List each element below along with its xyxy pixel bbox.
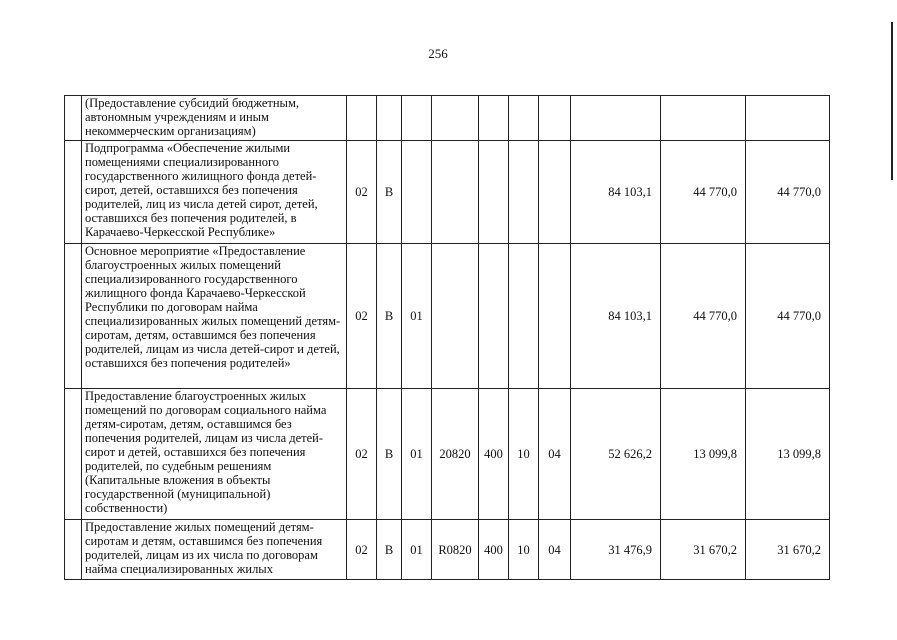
code-cell [479,244,509,389]
code-cell [432,244,479,389]
code-cell: В [377,244,402,389]
code-cell: 400 [479,389,509,520]
code-cell: 20820 [432,389,479,520]
code-cell [539,141,571,244]
code-cell: 02 [347,520,377,580]
code-cell [539,244,571,389]
code-cell: 400 [479,520,509,580]
row-description: Предоставление жилых помещений детям-сиротам и детям, оставшимся без попечения родителей, лицам из их числа по договорам найма специализированных жилых [82,520,347,580]
budget-table [64,95,830,580]
amount-cell: 31 476,9 [571,520,661,580]
code-cell: R0820 [432,520,479,580]
code-cell [377,96,402,141]
empty-cell [65,389,82,520]
code-cell: 01 [402,520,432,580]
amount-cell: 44 770,0 [746,141,830,244]
amount-cell: 44 770,0 [661,244,746,389]
code-cell: 04 [539,389,571,520]
row-description: Предоставление благоустроенных жилых помещений по договорам социального найма детям-сиротам, детям, оставшимся без попечения родителей, лицам из числа детей-сирот и детей, оставшихся без попечения родителей, по судебным решениям (Капитальные вложения в объекты государственной (муниципальной) собственности) [82,389,347,520]
margin-line [891,22,893,180]
code-cell [539,96,571,141]
amount-cell [661,96,746,141]
table-row [65,141,830,244]
row-description: Основное мероприятие «Предоставление благоустроенных жилых помещений специализированного государственного жилищного фонда Карачаево-Черкесской Республики по договорам найма специализированных жилых помещений детям-сиротам, детям, оставшимся без попечения родителей, лицам из числа детей-сирот и детей, оставшихся без попечения родителей» [82,244,347,389]
amount-cell: 84 103,1 [571,244,661,389]
code-cell: В [377,520,402,580]
code-cell [479,141,509,244]
amount-cell: 44 770,0 [746,244,830,389]
amount-cell: 13 099,8 [661,389,746,520]
code-cell [402,141,432,244]
code-cell: 01 [402,244,432,389]
table-row [65,244,830,389]
amount-cell: 31 670,2 [661,520,746,580]
code-cell: В [377,141,402,244]
code-cell [509,244,539,389]
code-cell [432,141,479,244]
amount-cell: 44 770,0 [661,141,746,244]
empty-cell [65,141,82,244]
row-description: (Предоставление субсидий бюджетным, автономным учреждениям и иным некоммерческим организациям) [82,96,347,141]
code-cell: 10 [509,520,539,580]
code-cell [347,96,377,141]
table-row [65,520,830,580]
code-cell: 10 [509,389,539,520]
code-cell [479,96,509,141]
row-description: Подпрограмма «Обеспечение жилыми помещениями специализированного государственного жилищного фонда детей-сирот, детей, оставшихся без попечения родителей, лиц из числа детей сирот, детей, оставшихся без попечения родителей, в Карачаево-Черкесской Республике» [82,141,347,244]
amount-cell [571,96,661,141]
empty-cell [65,244,82,389]
amount-cell: 31 670,2 [746,520,830,580]
code-cell [509,96,539,141]
table-row [65,96,830,141]
code-cell [509,141,539,244]
code-cell: 02 [347,389,377,520]
empty-cell [65,96,82,141]
amount-cell: 84 103,1 [571,141,661,244]
empty-cell [65,520,82,580]
code-cell: 02 [347,141,377,244]
code-cell: 01 [402,389,432,520]
code-cell [402,96,432,141]
code-cell [432,96,479,141]
amount-cell: 13 099,8 [746,389,830,520]
table-row [65,389,830,520]
page-number: 256 [428,46,448,61]
amount-cell [746,96,830,141]
code-cell: В [377,389,402,520]
amount-cell: 52 626,2 [571,389,661,520]
code-cell: 04 [539,520,571,580]
code-cell: 02 [347,244,377,389]
